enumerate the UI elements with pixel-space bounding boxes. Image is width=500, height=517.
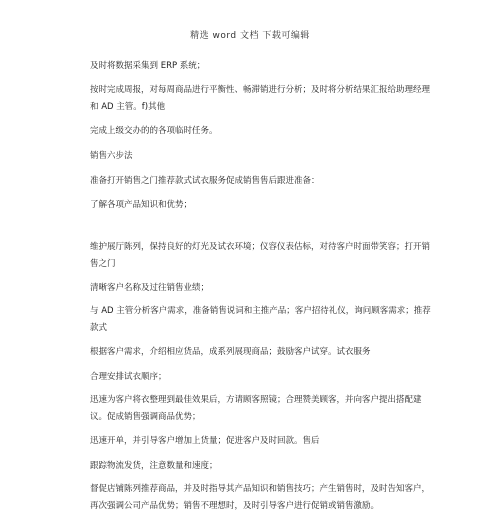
paragraph-weekly-report: 按时完成周报，对每周商品进行平衡性、畅滞销进行分析；及时将分析结果汇报给助理经理和 AD 主管。f)其他	[90, 85, 431, 112]
paragraph-ad-analysis: 与 AD 主管分析客户需求，准备销售说词和主推产品；客户招待礼仪，询问顾客需求；推荐款式	[90, 306, 431, 333]
paragraph-client-names: 清晰客户名称及过往销售业绩；	[90, 283, 210, 293]
paragraph-billing: 迅速开单，并引导客户增加上货量；促进客户及时回款。售后	[90, 436, 320, 446]
paragraph-temp-tasks: 完成上级交办的的各项临时任务。	[90, 126, 218, 136]
paragraph-erp: 及时将数据采集到 ERP 系统；	[90, 61, 206, 71]
paragraph-store-display: 督促店铺陈列推荐商品，并及时指导其产品知识和销售技巧；产生销售时，及时告知客户，再次强调公司产品优势；销售不理想时，及时引导客户进行促销或销售激励。	[90, 484, 431, 511]
document-header: 精选 word 文档 下载可编辑	[190, 31, 310, 41]
paragraph-mirror: 迅速为客户将衣整理到最佳效果后，方请顾客照镜；合理赞美顾客，并向客户提出搭配建议。促成销售强调商品优势；	[90, 395, 422, 422]
paragraph-showroom: 维护展厅陈列，保持良好的灯光及试衣环境；仪容仪表估标，对待客户时面带笑容；打开销售之门	[90, 242, 431, 269]
paragraph-product-knowledge: 了解各项产品知识和优势；	[90, 200, 193, 210]
paragraph-logistics: 跟踪物流发货，注意数量和速度；	[90, 461, 218, 471]
paragraph-prepare: 准备打开销售之门推荐款式试衣服务促成销售售后跟进准备：	[90, 176, 320, 186]
section-heading: 销售六步法	[90, 151, 133, 161]
paragraph-recommend: 根据客户需求，介绍相应货品，成系列展现商品；鼓励客户试穿。试衣服务	[90, 347, 371, 357]
paragraph-fitting-order: 合理安排试衣顺序；	[90, 372, 167, 382]
